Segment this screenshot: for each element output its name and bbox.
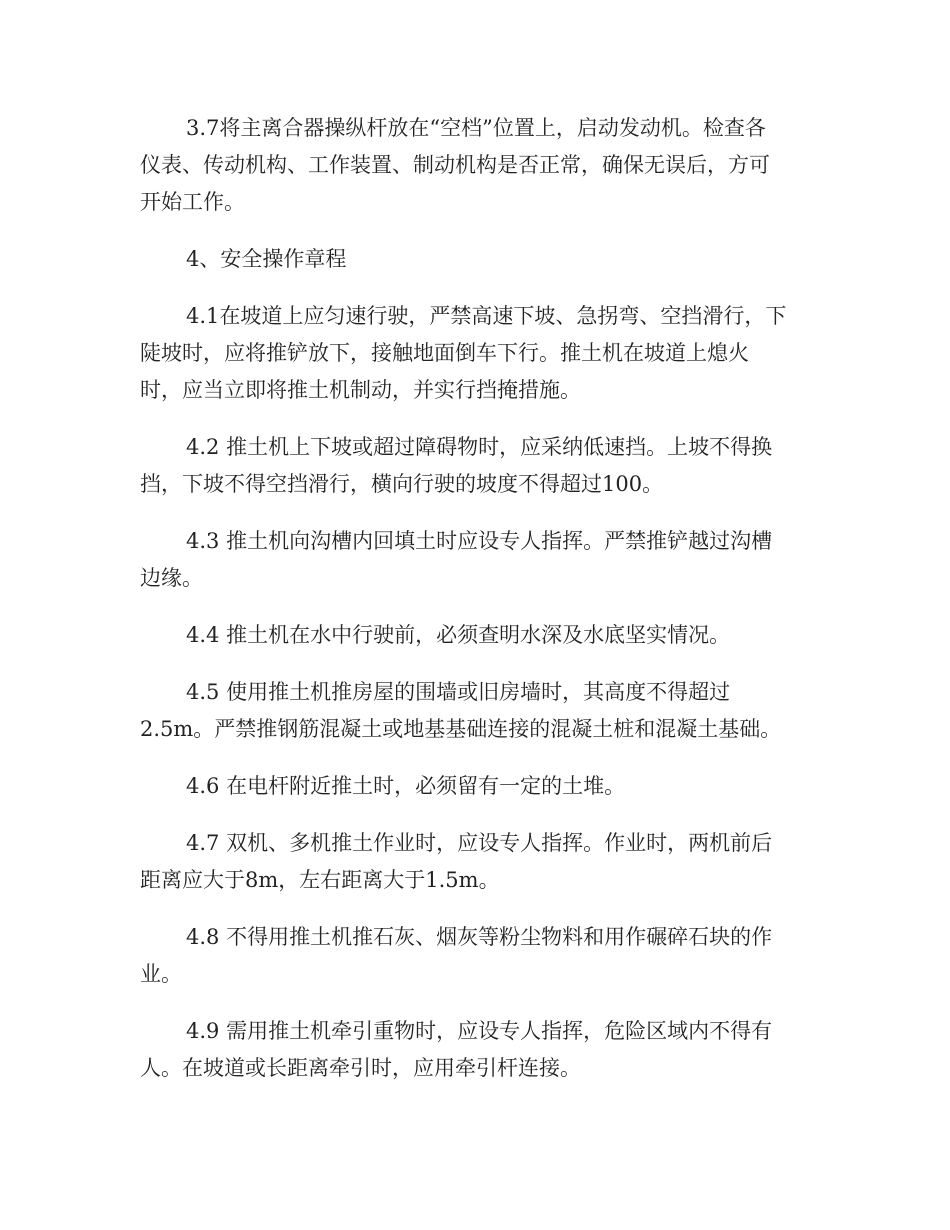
document-body (140, 110, 815, 1107)
paragraph-3-7 (140, 110, 815, 221)
text-line: 3.7将主离合器操纵杆放在“空档”位置上，启动发动机。检查各 (186, 116, 766, 140)
text-line: 边缘。 (140, 566, 203, 590)
text-line: 仪表、传动机构、工作装置、制动机构是否正常，确保无误后，方可 (140, 153, 770, 177)
text-line: 时，应当立即将推土机制动，并实行挡掩措施。 (140, 378, 581, 402)
section-heading-4 (140, 241, 815, 278)
text-line: 4.1在坡道上应匀速行驶，严禁高速下坡、急拐弯、空挡滑行，下 (186, 304, 787, 328)
paragraph-4-3 (140, 523, 815, 597)
text-line: 2.5m。严禁推钢筋混凝土或地基基础连接的混凝土桩和混凝土基础。 (140, 717, 782, 741)
text-line: 4.4 推土机在水中行驶前，必须查明水深及水底坚实情况。 (186, 623, 731, 647)
paragraph-4-2 (140, 429, 815, 503)
text-line: 4.9 需用推土机牵引重物时，应设专人指挥，危险区域内不得有 (186, 1019, 773, 1043)
text-line: 距离应大于8m，左右距离大于1.5m。 (140, 868, 500, 892)
text-line: 4.8 不得用推土机推石灰、烟灰等粉尘物料和用作碾碎石块的作 (186, 925, 773, 949)
text-line: 开始工作。 (140, 190, 245, 214)
paragraph-4-8 (140, 919, 815, 993)
text-line: 4.7 双机、多机推土作业时，应设专人指挥。作业时，两机前后 (186, 831, 773, 855)
text-line: 业。 (140, 962, 182, 986)
paragraph-4-9 (140, 1013, 815, 1087)
text-line: 挡，下坡不得空挡滑行，横向行驶的坡度不得超过100。 (140, 472, 664, 496)
paragraph-4-5 (140, 674, 815, 748)
text-line: 4.6 在电杆附近推土时，必须留有一定的土堆。 (186, 774, 626, 798)
text-line: 4.3 推土机向沟槽内回填土时应设专人指挥。严禁推铲越过沟槽 (186, 529, 773, 553)
text-line: 4.2 推土机上下坡或超过障碍物时，应采纳低速挡。上坡不得换 (186, 435, 773, 459)
paragraph-4-1 (140, 298, 815, 409)
paragraph-4-4 (140, 617, 815, 654)
text-line: 4、安全操作章程 (186, 247, 347, 271)
paragraph-4-6 (140, 768, 815, 805)
text-line: 人。在坡道或长距离牵引时，应用牵引杆连接。 (140, 1056, 581, 1080)
paragraph-4-7 (140, 825, 815, 899)
text-line: 陡坡时，应将推铲放下，接触地面倒车下行。推土机在坡道上熄火 (140, 341, 749, 365)
text-line: 4.5 使用推土机推房屋的围墙或旧房墙时，其高度不得超过 (186, 680, 731, 704)
